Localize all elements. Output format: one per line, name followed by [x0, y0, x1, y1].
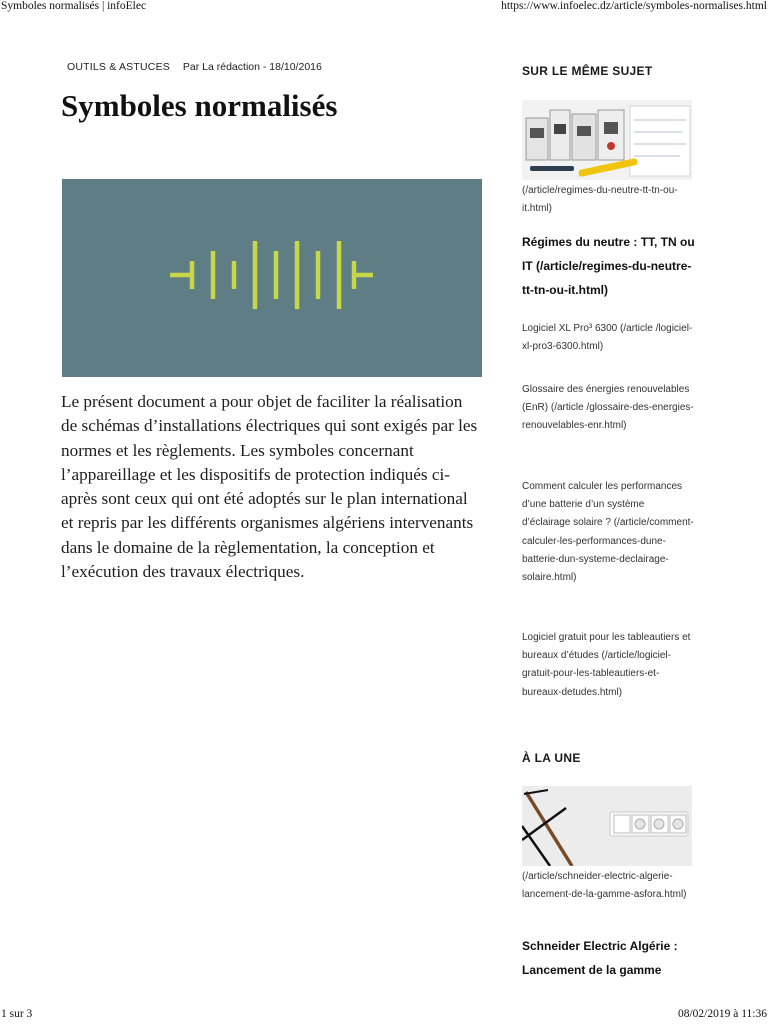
- hero-image: [62, 179, 482, 377]
- related-link-1[interactable]: Logiciel XL Pro³ 6300 (/article /logiciel-xl-pro3-6300.html): [522, 323, 693, 353]
- front-thumbnail-link[interactable]: (/article/schneider-electric-algerie-lancement-de-la-gamme-asfora.html): [522, 871, 687, 901]
- category-link[interactable]: OUTILS & ASTUCES: [67, 61, 170, 73]
- print-header: [0, 0, 768, 16]
- related-thumbnail-link[interactable]: (/article/regimes-du-neutre-tt-tn-ou-it.html): [522, 185, 678, 215]
- byline: Par La rédaction - 18/10/2016: [182, 61, 322, 73]
- page-title: Symboles normalisés: [61, 88, 338, 123]
- article-meta: [67, 61, 322, 73]
- related-link-2[interactable]: Glossaire des énergies renouvelables (EnR) (/article /glossaire-des-energies-renouvelables-enr.html): [522, 384, 694, 432]
- print-url: https://www.infoelec.dz/article/symboles-normalises.html: [501, 0, 767, 12]
- page-count: 1 sur 3: [1, 1008, 33, 1020]
- related-link-3[interactable]: Comment calculer les performances d’une batterie d’un système d’éclairage solaire ? (/article/comment-calculer-les-performances-dune-batterie-dun-systeme-declairage-solaire.html): [522, 481, 694, 584]
- related-heading: SUR LE MÊME SUJET: [522, 64, 653, 78]
- related-featured-link[interactable]: Régimes du neutre : TT, TN ou IT (/article/regimes-du-neutre-tt-tn-ou-it.html): [522, 235, 695, 297]
- front-featured-link[interactable]: Schneider Electric Algérie : Lancement de la gamme: [522, 939, 678, 977]
- print-page-title: Symboles normalisés | infoElec: [1, 0, 147, 12]
- print-footer: [0, 1008, 768, 1024]
- front-thumbnail[interactable]: [522, 786, 692, 866]
- related-thumbnail[interactable]: [522, 100, 692, 180]
- article-intro: Le présent document a pour objet de faciliter la réalisation de schémas d’installations électriques qui sont exigés par les normes et les règlements. Les symboles concernant l’appareillage et les dispositifs de protection indiqués ci-après sont ceux qui ont été adoptés sur le plan international et repris par les différents organismes algériens intervenants dans le domaine de la règlementation, la conception et l’exécution des travaux électriques.: [61, 392, 478, 582]
- battery-symbol-icon: [62, 179, 482, 377]
- related-link-4[interactable]: Logiciel gratuit pour les tableautiers et bureaux d’études (/article/logiciel-gratuit-pour-les-tableautiers-et-bureaux-detudes.html): [522, 632, 691, 698]
- print-timestamp: 08/02/2019 à 11:36: [677, 1008, 767, 1020]
- front-heading: À LA UNE: [522, 751, 581, 765]
